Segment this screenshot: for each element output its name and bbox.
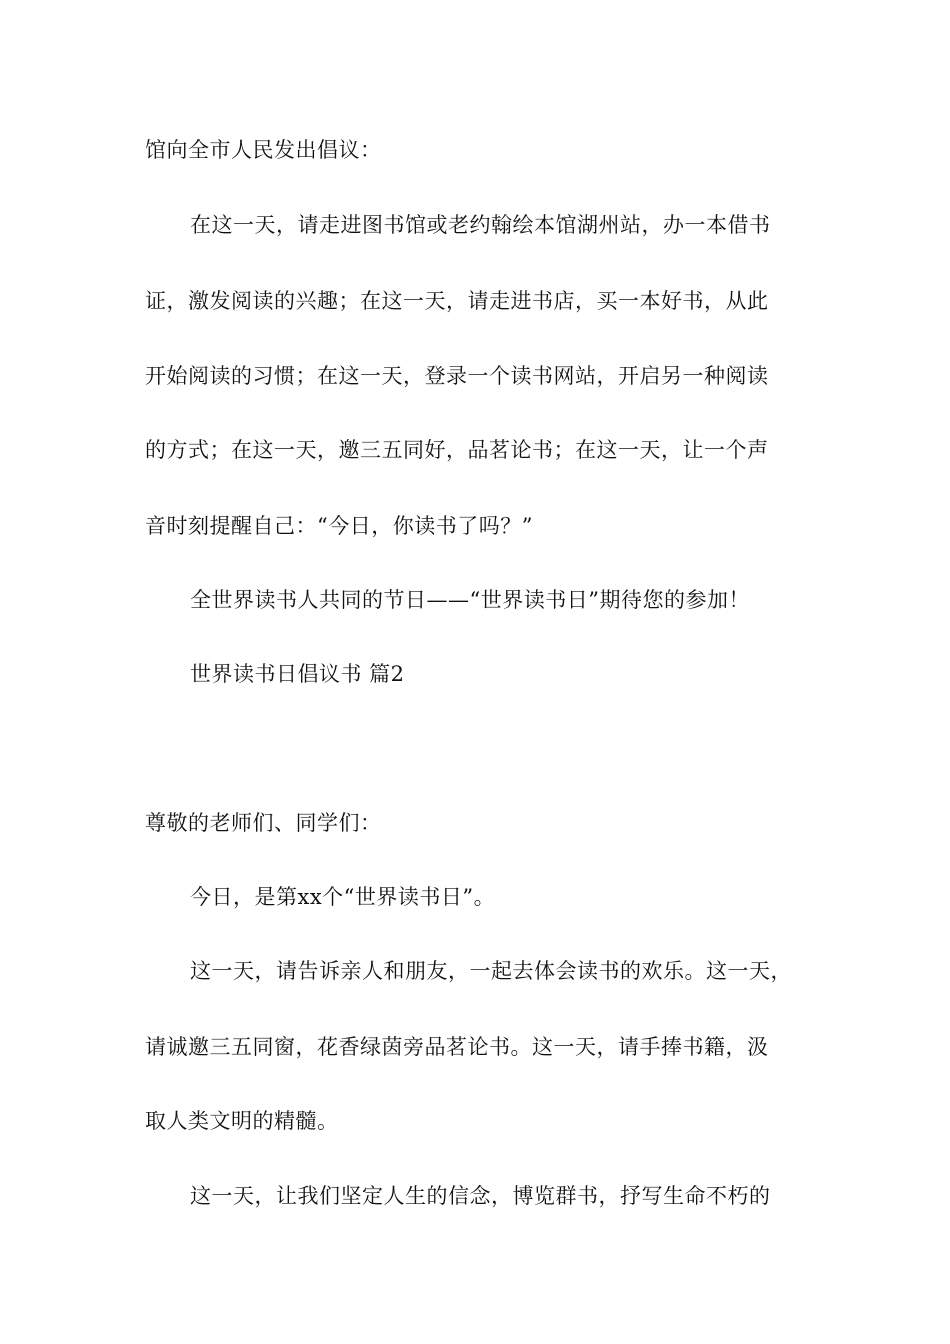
paragraph-line: 这一天，请告诉亲人和朋友，一起去体会读书的欢乐。这一天， xyxy=(190,959,792,983)
salutation: 尊敬的老师们、同学们： xyxy=(145,811,382,835)
paragraph-line: 馆向全市人民发出倡议： xyxy=(145,138,382,162)
paragraph-line: 请诚邀三五同窗，花香绿茵旁品茗论书。这一天，请手捧书籍，汲 xyxy=(145,1035,769,1059)
paragraph-line: 证，激发阅读的兴趣；在这一天，请走进书店，买一本好书，从此 xyxy=(145,289,769,313)
paragraph-line: 取人类文明的精髓。 xyxy=(145,1109,339,1133)
paragraph-line: 的方式；在这一天，邀三五同好，品茗论书；在这一天，让一个声 xyxy=(145,438,769,462)
paragraph-line: 这一天，让我们坚定人生的信念，博览群书，抒写生命不朽的 xyxy=(190,1184,771,1208)
section-heading: 世界读书日倡议书 篇2 xyxy=(190,662,405,686)
paragraph-line: 音时刻提醒自己：“今日，你读书了吗？” xyxy=(145,514,533,538)
paragraph-line: 在这一天，请走进图书馆或老约翰绘本馆湖州站，办一本借书 xyxy=(190,213,771,237)
paragraph-line: 开始阅读的习惯；在这一天，登录一个读书网站，开启另一种阅读 xyxy=(145,364,769,388)
paragraph-line: 全世界读书人共同的节日——“世界读书日”期待您的参加！ xyxy=(190,588,750,612)
paragraph-line: 今日，是第xx个“世界读书日”。 xyxy=(190,885,496,909)
